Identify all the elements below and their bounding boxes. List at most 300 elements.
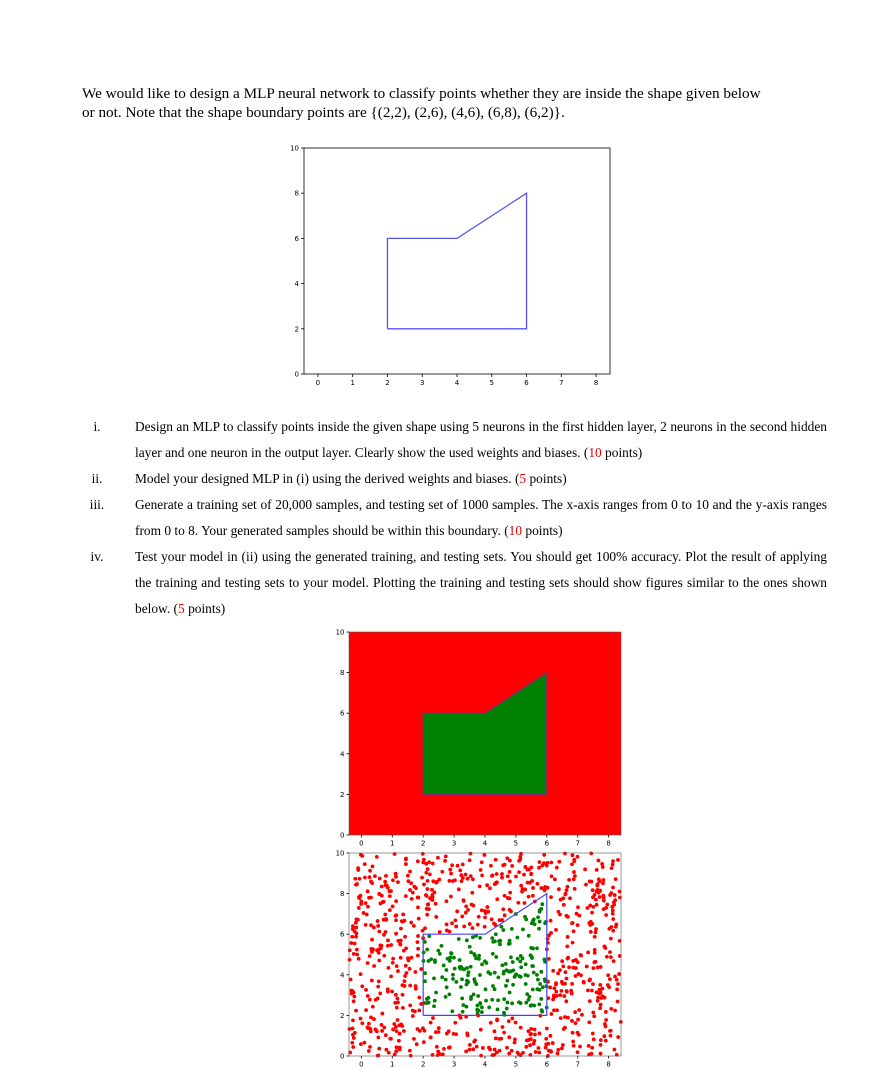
outside-sample-point [588, 999, 592, 1003]
outside-sample-point [477, 915, 481, 919]
outside-sample-point [579, 953, 583, 957]
outside-sample-point [383, 913, 387, 917]
outside-sample-point [516, 1051, 520, 1055]
inside-sample-point [535, 946, 539, 950]
outside-sample-point [394, 872, 398, 876]
outside-sample-point [366, 961, 370, 965]
outside-sample-point [578, 1045, 582, 1049]
outside-sample-point [350, 935, 354, 939]
outside-sample-point [469, 874, 473, 878]
outside-sample-point [355, 882, 359, 886]
outside-sample-point [557, 887, 561, 891]
outside-sample-point [507, 1052, 511, 1056]
inside-sample-point [460, 977, 464, 981]
outside-sample-point [584, 883, 588, 887]
outside-sample-point [377, 1047, 381, 1051]
outside-sample-point [595, 868, 599, 872]
outside-sample-point [566, 1016, 570, 1020]
outside-sample-point [563, 893, 567, 897]
outside-sample-point [396, 969, 400, 973]
outside-sample-point [351, 927, 355, 931]
inside-sample-point [448, 959, 452, 963]
points-value: 5 [519, 471, 527, 486]
outside-sample-point [404, 946, 408, 950]
points-value: 5 [178, 601, 185, 616]
outside-sample-point [471, 1047, 475, 1051]
outside-sample-point [502, 1031, 506, 1035]
question-text-part: points) [526, 471, 567, 486]
outside-sample-point [408, 1003, 412, 1007]
outside-sample-point [609, 1007, 613, 1011]
outside-sample-point [401, 993, 405, 997]
outside-sample-point [510, 864, 514, 868]
question-number: i. [93, 419, 101, 434]
outside-sample-point [375, 855, 379, 859]
outside-sample-point [367, 1049, 371, 1053]
outside-sample-point [408, 984, 412, 988]
outside-sample-point [601, 994, 605, 998]
outside-sample-point [442, 1047, 446, 1051]
outside-sample-point [507, 1035, 511, 1039]
outside-sample-point [350, 1041, 354, 1045]
outside-sample-point [604, 1018, 608, 1022]
outside-sample-point [394, 993, 398, 997]
question-number: ii. [91, 471, 103, 486]
inside-sample-point [535, 987, 539, 991]
x-tick-label: 2 [420, 1060, 426, 1069]
outside-sample-point [371, 1005, 375, 1009]
outside-sample-point [390, 990, 394, 994]
outside-sample-point [543, 888, 547, 892]
outside-sample-point [580, 1013, 584, 1017]
outside-sample-point [599, 1003, 603, 1007]
outside-sample-point [598, 1006, 602, 1010]
outside-sample-point [466, 1033, 470, 1037]
outside-sample-point [349, 941, 353, 945]
outside-sample-point [399, 943, 403, 947]
inside-sample-point [532, 971, 536, 975]
outside-sample-point [470, 891, 474, 895]
outside-sample-point [369, 896, 373, 900]
outside-sample-point [376, 924, 380, 928]
outside-sample-point [455, 909, 459, 913]
inside-sample-point [445, 985, 449, 989]
outside-sample-point [359, 1017, 363, 1021]
inside-sample-point [510, 1001, 514, 1005]
inside-sample-point [465, 1005, 469, 1009]
outside-sample-point [369, 1030, 373, 1034]
outside-sample-point [495, 1018, 499, 1022]
inside-sample-point [511, 983, 515, 987]
outside-sample-point [395, 1029, 399, 1033]
inside-sample-point [498, 942, 502, 946]
x-tick-label: 7 [559, 379, 564, 387]
intro-line-1: We would like to design a MLP neural network to classify points whether they are inside the shape given below [82, 85, 761, 102]
outside-sample-point [417, 917, 421, 921]
outside-sample-point [401, 1006, 405, 1010]
y-tick-label: 10 [335, 628, 345, 637]
outside-sample-point [523, 865, 527, 869]
outside-sample-point [391, 904, 395, 908]
outside-sample-point [599, 1043, 603, 1047]
outside-sample-point [493, 1029, 497, 1033]
outside-sample-point [464, 873, 468, 877]
outside-sample-point [596, 965, 600, 969]
outside-sample-point [382, 1026, 386, 1030]
outside-sample-point [378, 877, 382, 881]
inside-sample-point [518, 960, 522, 964]
outside-sample-point [556, 1048, 560, 1052]
outside-sample-point [468, 858, 472, 862]
outside-sample-point [519, 1026, 523, 1030]
outside-sample-point [545, 1027, 549, 1031]
y-tick-label: 0 [340, 831, 345, 840]
outside-sample-point [550, 1012, 554, 1016]
outside-sample-point [358, 877, 362, 881]
inside-sample-point [468, 945, 472, 949]
outside-sample-point [377, 979, 381, 983]
outside-sample-point [448, 868, 452, 872]
inside-sample-point [521, 928, 525, 932]
outside-sample-point [549, 895, 553, 899]
outside-sample-point [394, 913, 398, 917]
outside-sample-point [611, 859, 615, 863]
outside-sample-point [488, 886, 492, 890]
outside-sample-point [449, 872, 453, 876]
outside-sample-point [421, 852, 425, 856]
outside-sample-point [445, 899, 449, 903]
outside-sample-point [548, 986, 552, 990]
outside-sample-point [438, 1052, 442, 1056]
outside-sample-point [533, 1033, 537, 1037]
outside-sample-point [598, 992, 602, 996]
outside-sample-point [368, 869, 372, 873]
outside-sample-point [370, 979, 374, 983]
inside-sample-point [511, 968, 515, 972]
inside-sample-point [462, 967, 466, 971]
outside-sample-point [376, 985, 380, 989]
inside-sample-point [484, 987, 488, 991]
inside-sample-point [465, 979, 469, 983]
outside-sample-point [563, 852, 567, 856]
outside-sample-point [500, 918, 504, 922]
outside-sample-point [368, 1045, 372, 1049]
outside-sample-point [406, 956, 410, 960]
outside-sample-point [364, 1008, 368, 1012]
outside-sample-point [537, 1051, 541, 1055]
inside-sample-point [471, 935, 475, 939]
outside-sample-point [447, 1046, 451, 1050]
outside-sample-point [508, 891, 512, 895]
outside-sample-point [529, 1033, 533, 1037]
points-value: 10 [508, 523, 523, 538]
outside-sample-point [570, 862, 574, 866]
inside-sample-point [505, 979, 509, 983]
outside-sample-point [594, 898, 598, 902]
outside-sample-point [380, 885, 384, 889]
outside-sample-point [589, 852, 593, 856]
outside-sample-point [352, 990, 356, 994]
y-tick-label: 8 [294, 189, 299, 198]
x-tick-label: 4 [482, 839, 488, 848]
outside-sample-point [375, 1029, 379, 1033]
inside-sample-point [487, 1005, 491, 1009]
outside-sample-point [380, 1012, 384, 1016]
inside-sample-point [440, 944, 444, 948]
inside-sample-point [540, 902, 544, 906]
outside-sample-point [454, 1032, 458, 1036]
inside-sample-point [538, 982, 542, 986]
outside-sample-point [364, 901, 368, 905]
outside-sample-point [520, 890, 524, 894]
outside-sample-point [424, 862, 428, 866]
outside-sample-point [613, 1009, 617, 1013]
outside-sample-point [546, 1042, 550, 1046]
outside-sample-point [547, 957, 551, 961]
outside-sample-point [576, 923, 580, 927]
outside-sample-point [570, 1019, 574, 1023]
outside-sample-point [494, 881, 498, 885]
outside-sample-point [453, 878, 457, 882]
outside-sample-point [608, 950, 612, 954]
outside-sample-point [404, 964, 408, 968]
inside-sample-point [527, 934, 531, 938]
outside-sample-point [403, 919, 407, 923]
x-tick-label: 7 [575, 839, 580, 848]
outside-sample-point [370, 938, 374, 942]
outside-sample-point [408, 1049, 412, 1053]
inside-sample-point [496, 1007, 500, 1011]
x-tick-label: 5 [513, 1060, 519, 1069]
inside-sample-point [504, 984, 508, 988]
outside-sample-point [351, 1045, 355, 1049]
inside-sample-point [454, 980, 458, 984]
outside-sample-point [611, 929, 615, 933]
inside-sample-point [444, 995, 448, 999]
inside-sample-point [537, 1003, 541, 1007]
outside-sample-point [533, 1039, 537, 1043]
outside-sample-point [404, 857, 408, 861]
question-text-part: points) [522, 523, 563, 538]
outside-sample-point [596, 996, 600, 1000]
x-tick-label: 4 [482, 1060, 488, 1069]
outside-sample-point [394, 1025, 398, 1029]
outside-sample-point [414, 984, 418, 988]
inside-sample-point [491, 940, 495, 944]
outside-sample-point [600, 987, 604, 991]
outside-sample-point [519, 884, 523, 888]
outside-sample-point [404, 894, 408, 898]
outside-sample-point [560, 959, 564, 963]
outside-sample-point [599, 1038, 603, 1042]
outside-sample-point [576, 1018, 580, 1022]
outside-sample-point [352, 995, 356, 999]
outside-sample-point [590, 1046, 594, 1050]
inside-sample-point [536, 915, 540, 919]
outside-sample-point [513, 1041, 517, 1045]
inside-sample-point [527, 998, 531, 1002]
outside-sample-point [396, 997, 400, 1001]
outside-sample-point [394, 918, 398, 922]
outside-sample-point [615, 988, 619, 992]
outside-sample-point [614, 925, 618, 929]
outside-sample-point [369, 923, 373, 927]
inside-sample-point [496, 975, 500, 979]
outside-sample-point [571, 853, 575, 857]
outside-sample-point [418, 1029, 422, 1033]
outside-sample-point [549, 919, 553, 923]
outside-sample-point [449, 895, 453, 899]
y-tick-label: 6 [294, 234, 299, 243]
outside-sample-point [429, 897, 433, 901]
inside-sample-point [530, 964, 534, 968]
outside-sample-point [376, 1054, 380, 1058]
outside-sample-point [523, 901, 527, 905]
outside-sample-point [409, 881, 413, 885]
outside-sample-point [505, 1046, 509, 1050]
outside-sample-point [394, 899, 398, 903]
inside-sample-point [490, 998, 494, 1002]
outside-sample-point [564, 914, 568, 918]
outside-sample-point [468, 1048, 472, 1052]
outside-sample-point [415, 1042, 419, 1046]
outside-sample-point [555, 866, 559, 870]
outside-sample-point [611, 917, 615, 921]
outside-sample-point [601, 878, 605, 882]
outside-sample-point [479, 868, 483, 872]
y-tick-label: 8 [340, 890, 345, 899]
outside-sample-point [529, 872, 533, 876]
outside-sample-point [437, 1026, 441, 1030]
outside-sample-point [556, 1052, 560, 1056]
inside-sample-point [477, 954, 481, 958]
outside-sample-point [468, 922, 472, 926]
inside-sample-point [447, 992, 451, 996]
inside-sample-point [457, 937, 461, 941]
outside-sample-point [500, 872, 504, 876]
y-tick-label: 0 [294, 370, 299, 379]
outside-sample-point [561, 1043, 565, 1047]
outside-sample-point [422, 883, 426, 887]
outside-sample-point [565, 977, 569, 981]
outside-sample-point [576, 1050, 580, 1054]
outside-sample-point [561, 965, 565, 969]
inside-sample-point [506, 1001, 510, 1005]
inside-sample-point [505, 1007, 509, 1011]
y-tick-label: 2 [340, 790, 345, 799]
outside-sample-point [470, 903, 474, 907]
outside-sample-point [378, 992, 382, 996]
outside-sample-point [569, 989, 573, 993]
x-tick-label: 1 [350, 379, 355, 387]
outside-sample-point [456, 864, 460, 868]
outside-sample-point [587, 1044, 591, 1048]
decision-region-svg [335, 626, 635, 848]
inside-sample-point [531, 919, 535, 923]
outside-sample-point [352, 1036, 356, 1040]
outside-sample-point [531, 886, 535, 890]
outside-sample-point [503, 913, 507, 917]
outside-sample-point [572, 929, 576, 933]
outside-sample-point [489, 1021, 493, 1025]
outside-sample-point [522, 873, 526, 877]
outside-sample-point [422, 1040, 426, 1044]
outside-sample-point [472, 1040, 476, 1044]
inside-sample-point [538, 920, 542, 924]
outside-sample-point [414, 886, 418, 890]
outside-sample-point [549, 931, 553, 935]
outside-sample-point [476, 923, 480, 927]
outside-sample-point [454, 918, 458, 922]
outside-sample-point [399, 927, 403, 931]
outside-sample-point [572, 1044, 576, 1048]
outside-sample-point [583, 867, 587, 871]
outside-sample-point [436, 856, 440, 860]
outside-sample-point [368, 954, 372, 958]
outside-sample-point [577, 914, 581, 918]
question-text [135, 492, 827, 544]
outside-sample-point [382, 900, 386, 904]
outside-sample-point [591, 982, 595, 986]
outside-sample-point [516, 901, 520, 905]
outside-sample-point [395, 1045, 399, 1049]
outside-sample-point [613, 975, 617, 979]
inside-sample-point [494, 955, 498, 959]
y-tick-label: 4 [340, 971, 345, 980]
outside-sample-point [517, 859, 521, 863]
x-tick-label: 5 [489, 379, 495, 387]
outside-sample-point [448, 930, 452, 934]
inside-sample-point [427, 1001, 431, 1005]
outside-sample-point [586, 906, 590, 910]
outside-sample-point [434, 902, 438, 906]
inside-sample-point [433, 960, 437, 964]
outside-sample-point [410, 956, 414, 960]
outside-sample-point [389, 943, 393, 947]
outside-sample-point [419, 967, 423, 971]
outside-sample-point [459, 873, 463, 877]
outside-sample-point [524, 1045, 528, 1049]
outside-sample-point [352, 999, 356, 1003]
outside-sample-point [387, 1051, 391, 1055]
inside-sample-point [531, 947, 535, 951]
outside-sample-point [355, 917, 359, 921]
question-text-part: Test your model in (ii) using the generated training, and testing sets. You should get 100% accuracy. Plot the result of applying the training and testing sets to your model. Plotting the training and testing sets should show figures similar to the ones shown below. ( [135, 549, 827, 616]
outside-sample-point [609, 955, 613, 959]
outside-sample-point [560, 989, 564, 993]
outside-sample-point [591, 1032, 595, 1036]
outside-sample-point [464, 904, 468, 908]
outside-sample-point [598, 879, 602, 883]
outside-sample-point [393, 852, 397, 856]
outside-sample-point [560, 1046, 564, 1050]
outside-sample-point [589, 880, 593, 884]
outside-sample-point [576, 1031, 580, 1035]
x-tick-label: 1 [390, 1060, 395, 1069]
outside-sample-point [360, 854, 364, 858]
inside-sample-point [519, 1001, 523, 1005]
inside-sample-point [491, 952, 495, 956]
inside-sample-point [524, 962, 528, 966]
inside-sample-point [486, 970, 490, 974]
outside-sample-point [501, 907, 505, 911]
x-tick-label: 0 [315, 379, 321, 387]
outside-sample-point [401, 913, 405, 917]
outside-sample-point [536, 882, 540, 886]
outside-sample-point [616, 982, 620, 986]
outside-sample-point [510, 1016, 514, 1020]
outside-sample-point [592, 1014, 596, 1018]
